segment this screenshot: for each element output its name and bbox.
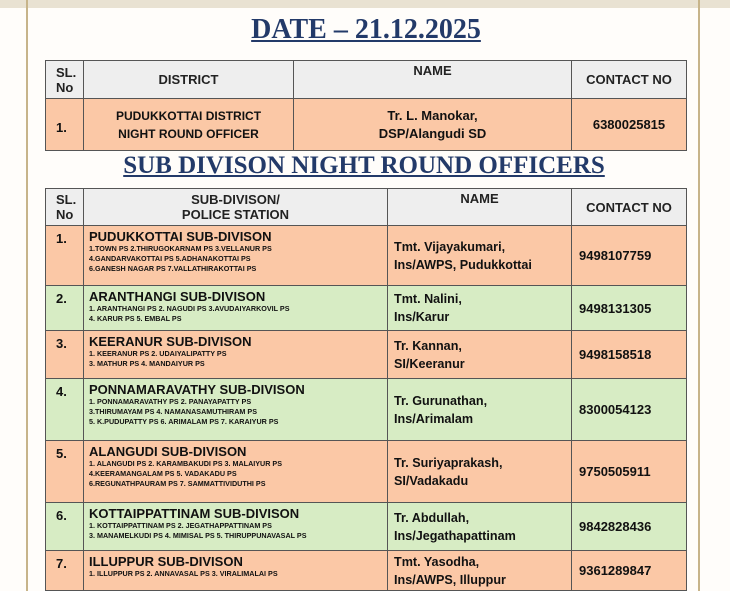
sub-row-5-officer-line-2: SI/Vadakadu xyxy=(394,473,469,488)
district-table-header-row xyxy=(46,61,687,99)
sub-row-4-contact: 8300054123 xyxy=(572,379,687,441)
date-heading: DATE – 21.12.2025 xyxy=(251,14,481,45)
sub-row-3-ps-line-2: 3. MATHUR PS 4. MANDAIYUR PS xyxy=(89,359,205,368)
sub-header-sl-line2: No xyxy=(56,207,74,222)
sub-row-1-sl: 1. xyxy=(46,226,84,286)
sub-row-5-ps-line-3: 6.REGUNATHPAURAM PS 7. SAMMATTIVIDUTHI PS xyxy=(89,479,266,488)
sub-header-sl-line1: SL. xyxy=(56,192,77,207)
sub-row-6 xyxy=(46,503,687,551)
sub-header-contact: CONTACT NO xyxy=(572,189,687,226)
sub-row-1-ps-line-1: 1.TOWN PS 2.THIRUGOKARNAM PS 3.VELLANUR PS xyxy=(89,244,272,253)
sub-row-4-subdivision xyxy=(84,379,388,441)
sub-row-3-ps-line-1: 1. KEERANUR PS 2. UDAIYALIPATTY PS xyxy=(89,349,227,358)
sub-division-heading: SUB DIVISON NIGHT ROUND OFFICERS xyxy=(123,152,605,179)
district-header-sl-line1: SL. xyxy=(56,64,77,80)
sub-row-2-ps-line-2: 4. KARUR PS 5. EMBAL PS xyxy=(89,314,182,323)
sub-header-subdivision-line2: POLICE STATION xyxy=(181,207,290,222)
district-name-line-2: DSP/Alangudi SD xyxy=(378,125,487,141)
sub-row-4-sl: 4. xyxy=(46,379,84,441)
sub-row-6-ps-line-2: 3. MANAMELKUDI PS 4. MIMISAL PS 5. THIRUPPUNAVASAL PS xyxy=(89,531,307,540)
sub-row-6-officer xyxy=(388,503,572,551)
sub-row-4-ps-line-2: 3.THIRUMAYAM PS 4. NAMANASAMUTHIRAM PS xyxy=(89,407,257,416)
district-header-name: NAME xyxy=(294,61,572,99)
sub-row-7-ps-line-1: 1. ILLUPPUR PS 2. ANNAVASAL PS 3. VIRALIMALAI PS xyxy=(89,569,278,578)
sub-row-5-ps-line-1: 1. ALANGUDI PS 2. KARAMBAKUDI PS 3. MALAIYUR PS xyxy=(89,459,283,468)
left-border-line xyxy=(26,0,28,591)
sub-row-1-officer xyxy=(388,226,572,286)
sub-row-4-title: PONNAMARAVATHY SUB-DIVISON xyxy=(89,382,305,397)
sub-row-6-subdivision xyxy=(84,503,388,551)
sub-row-3-sl: 3. xyxy=(46,331,84,379)
sub-row-3 xyxy=(46,331,687,379)
sub-row-4-ps-line-1: 1. PONNAMARAVATHY PS 2. PANAYAPATTY PS xyxy=(89,397,252,406)
sub-header-subdivision xyxy=(84,189,388,226)
sub-row-1-title: PUDUKKOTTAI SUB-DIVISON xyxy=(89,229,272,244)
sub-row-3-officer-line-2: SI/Keeranur xyxy=(394,356,465,371)
sub-row-3-officer xyxy=(388,331,572,379)
sub-row-5-officer-line-1: Tr. Suriyaprakash, xyxy=(394,455,503,470)
sub-row-2-sl: 2. xyxy=(46,286,84,331)
sub-header-name: NAME xyxy=(388,189,572,226)
sub-row-1-ps-line-3: 6.GANESH NAGAR PS 7.VALLATHIRAKOTTAI PS xyxy=(89,264,257,273)
sub-header-subdivision-line1: SUB-DIVISON/ xyxy=(191,192,280,207)
sub-row-3-title: KEERANUR SUB-DIVISON xyxy=(89,334,252,349)
district-row-name xyxy=(294,99,572,151)
sub-row-6-officer-line-2: Ins/Jegathapattinam xyxy=(394,528,516,543)
sub-row-1 xyxy=(46,226,687,286)
sub-row-7-sl: 7. xyxy=(46,551,84,591)
sub-row-3-contact: 9498158518 xyxy=(572,331,687,379)
sub-table-header-row xyxy=(46,189,687,226)
sub-row-5-sl: 5. xyxy=(46,441,84,503)
sub-row-5-ps-line-2: 4.KEERAMANGALAM PS 5. VADAKADU PS xyxy=(89,469,237,478)
sub-row-7-subdivision xyxy=(84,551,388,591)
sub-row-7-officer-line-1: Tmt. Yasodha, xyxy=(394,554,480,569)
sub-row-5 xyxy=(46,441,687,503)
sub-row-4-officer xyxy=(388,379,572,441)
sub-row-7-title: ILLUPPUR SUB-DIVISON xyxy=(89,554,243,569)
sub-row-2-officer-line-2: Ins/Karur xyxy=(394,310,450,324)
sub-row-5-contact: 9750505911 xyxy=(572,441,687,503)
sub-row-5-officer xyxy=(388,441,572,503)
sub-row-4-officer-line-1: Tr. Gurunathan, xyxy=(394,393,488,408)
sub-row-6-contact: 9842828436 xyxy=(572,503,687,551)
district-line-2: NIGHT ROUND OFFICER xyxy=(118,126,259,141)
district-row-sl: 1. xyxy=(46,99,84,151)
sub-row-7-officer-line-2: Ins/AWPS, Illuppur xyxy=(394,572,506,587)
sub-row-3-subdivision xyxy=(84,331,388,379)
sub-row-2-title: ARANTHANGI SUB-DIVISON xyxy=(89,289,266,304)
sub-row-4 xyxy=(46,379,687,441)
sub-row-1-ps-line-2: 4.GANDARVAKOTTAI PS 5.ADHANAKOTTAI PS xyxy=(89,254,251,263)
sub-row-5-title: ALANGUDI SUB-DIVISON xyxy=(89,444,247,459)
district-officer-table xyxy=(45,60,687,151)
sub-row-1-subdivision xyxy=(84,226,388,286)
sub-row-5-subdivision xyxy=(84,441,388,503)
sub-row-2-subdivision xyxy=(84,286,388,331)
district-header-sl-line2: No xyxy=(56,79,74,95)
sub-row-2-officer-line-1: Tmt. Nalini, xyxy=(394,292,462,306)
sub-row-2-officer xyxy=(388,286,572,331)
sub-row-6-title: KOTTAIPPATTINAM SUB-DIVISON xyxy=(89,506,300,521)
sub-row-2-ps-line-1: 1. ARANTHANGI PS 2. NAGUDI PS 3.AVUDAIYARKOVIL PS xyxy=(89,304,290,313)
sub-row-2-contact: 9498131305 xyxy=(572,286,687,331)
right-border-line xyxy=(698,0,700,591)
sub-row-4-officer-line-2: Ins/Arimalam xyxy=(394,411,474,426)
sub-row-7-contact: 9361289847 xyxy=(572,551,687,591)
sub-row-2 xyxy=(46,286,687,331)
sub-row-3-officer-line-1: Tr. Kannan, xyxy=(394,338,462,353)
sub-row-1-contact: 9498107759 xyxy=(572,226,687,286)
district-row-contact: 6380025815 xyxy=(572,99,687,151)
sub-row-6-ps-line-1: 1. KOTTAIPPATTINAM PS 2. JEGATHAPPATTINAM PS xyxy=(89,521,272,530)
top-strip xyxy=(0,0,730,8)
sub-division-table xyxy=(45,188,687,591)
sub-row-6-officer-line-1: Tr. Abdullah, xyxy=(394,510,470,525)
sub-header-sl xyxy=(46,189,84,226)
district-header-sl xyxy=(46,61,84,99)
sub-row-4-ps-line-3: 5. K.PUDUPATTY PS 6. ARIMALAM PS 7. KARAIYUR PS xyxy=(89,417,279,426)
district-officer-row xyxy=(46,99,687,151)
sub-row-7 xyxy=(46,551,687,591)
sub-row-1-officer-line-1: Tmt. Vijayakumari, xyxy=(394,239,506,254)
sub-row-1-officer-line-2: Ins/AWPS, Pudukkottai xyxy=(394,257,532,272)
district-line-1: PUDUKKOTTAI DISTRICT xyxy=(115,108,262,123)
district-name-line-1: Tr. L. Manokar, xyxy=(387,107,478,123)
district-row-district xyxy=(84,99,294,151)
sub-row-6-sl: 6. xyxy=(46,503,84,551)
district-header-contact: CONTACT NO xyxy=(572,61,687,99)
sub-row-7-officer xyxy=(388,551,572,591)
district-header-district: DISTRICT xyxy=(84,61,294,99)
